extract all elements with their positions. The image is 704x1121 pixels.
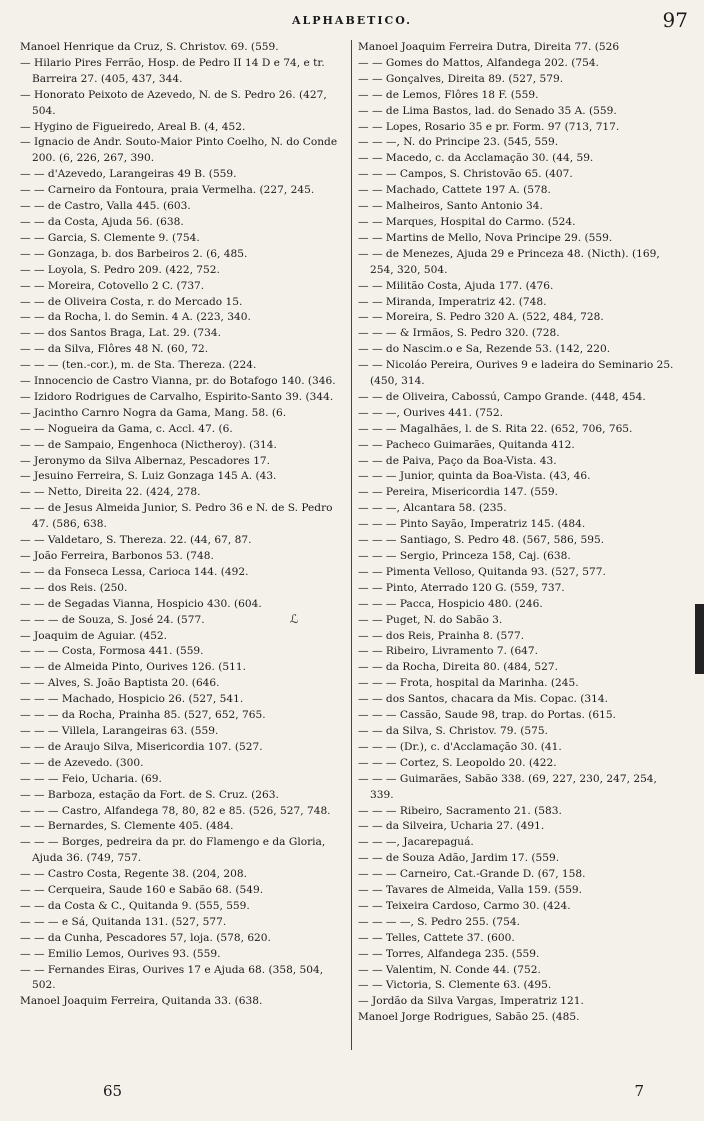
directory-entry: — — Castro Costa, Regente 38. (204, 208. [20, 868, 247, 881]
directory-entry: — — Lopes, Rosario 35 e pr. Form. 97 (713, 717. [358, 120, 620, 133]
directory-entry: — — da Silva, S. Christov. 79. (575. [358, 724, 548, 737]
directory-entry: — — Bernardes, S. Clemente 405. (484. [20, 820, 234, 833]
directory-entry: — — —, Jacarepaguá. [358, 836, 474, 849]
directory-entry: Manoel Joaquim Ferreira, Quitanda 33. (638. [20, 995, 263, 1008]
directory-entry: — — —, N. do Principe 23. (545, 559. [358, 136, 559, 149]
page-footer [0, 1082, 704, 1106]
directory-entry: — Honorato Peixoto de Azevedo, N. de S. Pedro 26. (427, 504. [20, 88, 327, 117]
directory-entry: — — — da Rocha, Prainha 85. (527, 652, 765. [20, 709, 266, 722]
directory-entry: — — Alves, S. João Baptista 20. (646. [20, 677, 220, 690]
directory-entry: — — de Oliveira, Cabossú, Campo Grande. (448, 454. [358, 390, 646, 403]
directory-entry: — — — Costa, Formosa 441. (559. [20, 645, 204, 658]
directory-entry: — — de Almeida Pinto, Ourives 126. (511. [20, 661, 246, 674]
directory-entry: — — de Jesus Almeida Junior, S. Pedro 36 e N. de S. Pedro 47. (586, 638. [20, 502, 333, 531]
directory-entry: — — Garcia, S. Clemente 9. (754. [20, 231, 200, 244]
directory-entry: — — da Rocha, l. do Semin. 4 A. (223, 340. [20, 311, 251, 324]
directory-entry: — — do Nascim.o e Sa, Rezende 53. (142, 220. [358, 343, 611, 356]
directory-entry: — — — Pacca, Hospicio 480. (246. [358, 597, 543, 610]
directory-entry: — — Miranda, Imperatriz 42. (748. [358, 295, 547, 308]
directory-entry: — — Valdetaro, S. Thereza. 22. (44, 67, 87. [20, 534, 252, 547]
directory-entry: — — dos Reis, Prainha 8. (577. [358, 629, 525, 642]
directory-entry: — — — —, S. Pedro 255. (754. [358, 915, 521, 928]
directory-entry: — — — Magalhães, l. de S. Rita 22. (652, 706, 765. [358, 422, 633, 435]
directory-entry: — — Loyola, S. Pedro 209. (422, 752. [20, 263, 220, 276]
directory-entry: — — Puget, N. do Sabão 3. [358, 613, 503, 626]
directory-entry: — — Pereira, Misericordia 147. (559. [358, 486, 558, 499]
directory-entry: — — d'Azevedo, Larangeiras 49 B. (559. [20, 168, 237, 181]
directory-entry: — — Carneiro da Fontoura, praia Vermelha. (227, 245. [20, 184, 315, 197]
page-edge-mark [695, 604, 704, 674]
directory-entry: — Jordão da Silva Vargas, Imperatriz 121. [358, 995, 584, 1008]
signature-number: 65 [103, 1082, 123, 1100]
directory-entry: — — Moreira, Cotovello 2 C. (737. [20, 279, 205, 292]
directory-entry: — — Nogueira da Gama, c. Accl. 47. (6. [20, 422, 233, 435]
directory-entry: — — de Oliveira Costa, r. do Mercado 15. [20, 295, 243, 308]
directory-entry: — — de Araujo Silva, Misericordia 107. (527. [20, 740, 263, 753]
directory-entry: — — de Menezes, Ajuda 29 e Princeza 48. (Nicth). (169, 254, 320, 504. [358, 247, 660, 276]
page-number: 97 [662, 8, 688, 32]
directory-entry: — Jeronymo da Silva Albernaz, Pescadores 17. [20, 454, 271, 467]
directory-entry: — João Ferreira, Barbonos 53. (748. [20, 550, 214, 562]
running-title: ALPHABETICO. [291, 14, 412, 27]
directory-entry: — — de Castro, Valla 445. (603. [20, 200, 191, 213]
directory-entry: — — Militão Costa, Ajuda 177. (476. [358, 279, 554, 292]
directory-entry: — Ignacio de Andr. Souto-Maior Pinto Coelho, N. do Conde 200. (6, 226, 267, 390. [20, 136, 338, 165]
directory-entry: — — — & Irmãos, S. Pedro 320. (728. [358, 327, 560, 340]
directory-entry: — — Gonzaga, b. dos Barbeiros 2. (6, 485. [20, 247, 248, 260]
directory-entry: — — — (ten.-cor.), m. de Sta. Thereza. (224. [20, 359, 257, 372]
directory-entry: Manoel Henrique da Cruz, S. Christov. 69. (559. [20, 41, 279, 53]
directory-entry: — — Pacheco Guimarães, Quitanda 412. [358, 438, 575, 451]
left-column [20, 40, 342, 1050]
directory-entry: — — Pimenta Velloso, Quitanda 93. (527, 577. [358, 565, 606, 578]
directory-entry: — — Ribeiro, Livramento 7. (647. [358, 645, 539, 658]
signature-mark: 7 [634, 1082, 644, 1100]
directory-entry: — — Barboza, estação da Fort. de S. Cruz. (263. [20, 788, 279, 801]
directory-entry: — — — Carneiro, Cat.-Grande D. (67, 158. [358, 868, 586, 881]
page-header [0, 8, 704, 32]
directory-entry: — — Pinto, Aterrado 120 G. (559, 737. [358, 581, 565, 594]
directory-entry: — — — Guimarães, Sabão 338. (69, 227, 230, 247, 254, 339. [358, 772, 657, 801]
directory-entry: — — Macedo, c. da Acclamação 30. (44, 59. [358, 152, 594, 165]
directory-entry: — — — Cortez, S. Leopoldo 20. (422. [358, 756, 557, 769]
directory-entry: — Izidoro Rodrigues de Carvalho, Espirito-Santo 39. (344. [20, 390, 334, 403]
directory-entry: — — — Campos, S. Christovão 65. (407. [358, 168, 573, 181]
directory-entry: — — de Azevedo. (300. [20, 756, 144, 769]
directory-entry: — Hilario Pires Ferrão, Hosp. de Pedro II 14 D e 74, e tr. Barreira 27. (405, 437, 344. [20, 56, 325, 85]
directory-entry: — — Torres, Alfandega 235. (559. [358, 947, 540, 960]
directory-entry: — — de Segadas Vianna, Hospicio 430. (604. [20, 597, 262, 610]
directory-entry: — — — Castro, Alfandega 78, 80, 82 e 85. (526, 527, 748. [20, 804, 331, 817]
directory-entry: — — — Ribeiro, Sacramento 21. (583. [358, 804, 562, 817]
directory-entry: — — de Paiva, Paço da Boa-Vista. 43. [358, 454, 557, 467]
directory-entry: — — Victoria, S. Clemente 63. (495. [358, 979, 552, 992]
directory-entry: — — Cerqueira, Saude 160 e Sabão 68. (549. [20, 884, 264, 897]
directory-entry: — — da Rocha, Direita 80. (484, 527. [358, 661, 558, 674]
directory-entry: Manoel Jorge Rodrigues, Sabão 25. (485. [358, 1011, 580, 1024]
directory-entry: — Joaquim de Aguiar. (452. [20, 629, 168, 642]
directory-entry: — — — Cassão, Saude 98, trap. do Portas. (615. [358, 709, 616, 722]
directory-entry: — — — Sergio, Princeza 158, Caj. (638. [358, 550, 571, 562]
directory-entry: — Innocencio de Castro Vianna, pr. do Botafogo 140. (346. [20, 375, 336, 388]
directory-entry: — — da Costa & C., Quitanda 9. (555, 559. [20, 899, 250, 912]
directory-entry: — — —, Alcantara 58. (235. [358, 502, 507, 515]
directory-entry: — — — Machado, Hospicio 26. (527, 541. [20, 693, 244, 706]
directory-entry: — — da Cunha, Pescadores 57, loja. (578, 620. [20, 931, 271, 944]
directory-entry: — — Valentim, N. Conde 44. (752. [358, 963, 541, 976]
directory-entry: — Jesuino Ferreira, S. Luiz Gonzaga 145 A. (43. [20, 470, 277, 483]
directory-entry: Manoel Joaquim Ferreira Dutra, Direita 77. (526 [358, 41, 620, 53]
directory-entry: — — de Lemos, Flôres 18 F. (559. [358, 88, 539, 101]
directory-entry: — — Machado, Cattete 197 A. (578. [358, 184, 551, 197]
margin-annotation: ℒ [290, 612, 299, 626]
directory-entry: — — Teixeira Cardoso, Carmo 30. (424. [358, 899, 571, 912]
directory-entry: — — da Silveira, Ucharia 27. (491. [358, 820, 545, 833]
directory-entry: — — — (Dr.), c. d'Acclamação 30. (41. [358, 740, 562, 753]
directory-entry: — — — de Souza, S. José 24. (577. [20, 613, 205, 626]
directory-entry: — — da Fonseca Lessa, Carioca 144. (492. [20, 565, 249, 578]
directory-entry: — Jacintho Carnro Nogra da Gama, Mang. 58. (6. [20, 406, 287, 419]
directory-entry: — — Marques, Hospital do Carmo. (524. [358, 215, 576, 228]
directory-entry: — — — Santiago, S. Pedro 48. (567, 586, 595. [358, 534, 605, 547]
right-column [358, 40, 680, 1050]
directory-entry: — — — Junior, quinta da Boa-Vista. (43, 46. [358, 470, 591, 483]
directory-entry: — — — Feio, Ucharia. (69. [20, 772, 162, 785]
directory-entry: — — de Lima Bastos, lad. do Senado 35 A. (559. [358, 104, 617, 117]
directory-entry: — — Netto, Direita 22. (424, 278. [20, 486, 201, 499]
directory-entry: — — Emilio Lemos, Ourives 93. (559. [20, 947, 221, 960]
directory-entry: — — Tavares de Almeida, Valla 159. (559. [358, 884, 583, 897]
directory-entry: — — Moreira, S. Pedro 320 A. (522, 484, 728. [358, 311, 604, 324]
directory-entry: — — dos Santos, chacara da Mis. Copac. (314. [358, 693, 608, 706]
directory-entry: — — — Frota, hospital da Marinha. (245. [358, 677, 579, 690]
directory-entry: — Hygino de Figueiredo, Areal B. (4, 452. [20, 120, 246, 133]
directory-entry: — — — Borges, pedreira da pr. do Flamengo e da Gloria, Ajuda 36. (749, 757. [20, 836, 326, 865]
directory-entry: — — Gonçalves, Direita 89. (527, 579. [358, 72, 564, 85]
directory-entry: — — — e Sá, Quitanda 131. (527, 577. [20, 915, 227, 928]
directory-entry: — — Martins de Mello, Nova Principe 29. (559. [358, 231, 613, 244]
directory-entry: — — Nicoláo Pereira, Ourives 9 e ladeira do Seminario 25. (450, 314. [358, 359, 674, 388]
directory-columns [20, 40, 684, 1050]
directory-entry: — — da Silva, Flôres 48 N. (60, 72. [20, 343, 209, 356]
directory-entry: — — Telles, Cattete 37. (600. [358, 931, 515, 944]
directory-entry: — — — Villela, Larangeiras 63. (559. [20, 724, 219, 737]
directory-entry: — — dos Santos Braga, Lat. 29. (734. [20, 327, 221, 340]
directory-entry: — — Gomes do Mattos, Alfandega 202. (754. [358, 56, 599, 69]
directory-entry: — — —, Ourives 441. (752. [358, 406, 503, 419]
directory-entry: — — Malheiros, Santo Antonio 34. [358, 200, 543, 213]
column-divider [351, 40, 352, 1050]
directory-entry: — — de Souza Adão, Jardim 17. (559. [358, 852, 560, 865]
directory-entry: — — — Pinto Sayão, Imperatriz 145. (484. [358, 518, 586, 531]
directory-entry: — — de Sampaio, Engenhoca (Nictheroy). (314. [20, 438, 277, 451]
directory-entry: — — Fernandes Eiras, Ourives 17 e Ajuda 68. (358, 504, 502. [20, 963, 324, 992]
directory-entry: — — dos Reis. (250. [20, 581, 128, 594]
directory-entry: — — da Costa, Ajuda 56. (638. [20, 215, 184, 228]
